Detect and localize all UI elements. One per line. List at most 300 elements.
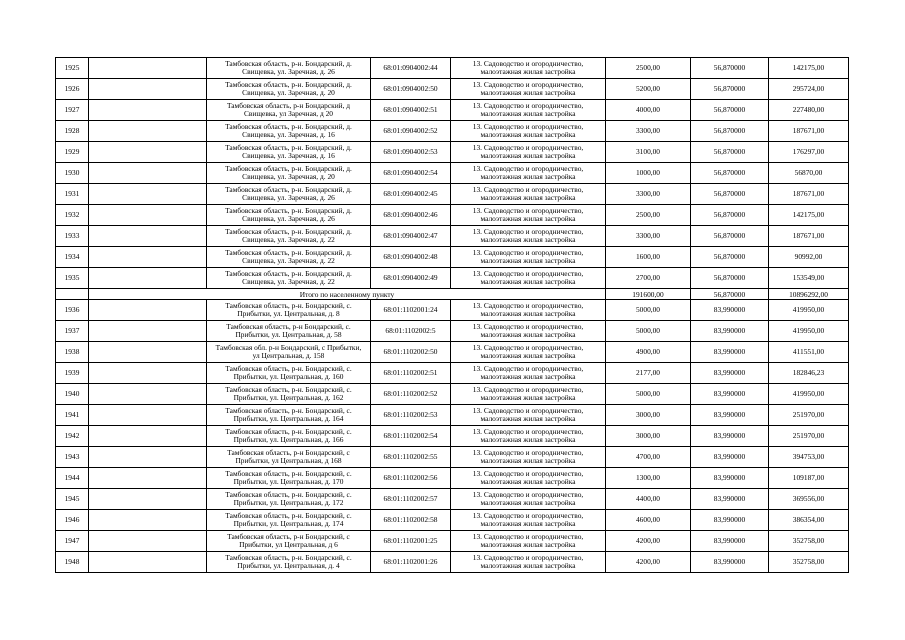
land-use-line: 13. Садоводство и огородничество, — [472, 58, 584, 68]
cadastral-number: 68:01:1102002:57 — [371, 489, 451, 510]
cadastral-value: 187671,00 — [769, 226, 849, 247]
address-cell — [207, 342, 371, 363]
table-row — [56, 79, 849, 100]
address-line: Свищевка, ул. Заречная, д. 22 — [242, 277, 335, 286]
land-use-cell — [451, 405, 606, 426]
empty-cell — [89, 405, 207, 426]
address-cell — [207, 384, 371, 405]
specific-rate: 56,870000 — [691, 58, 769, 79]
cadastral-value-table — [55, 57, 849, 573]
area-value: 5000,00 — [606, 384, 691, 405]
empty-cell — [89, 510, 207, 531]
empty-cell — [89, 447, 207, 468]
address-line: Свищевка, ул Заречная, д 20 — [243, 109, 333, 118]
row-number: 1943 — [56, 447, 89, 468]
area-value: 2500,00 — [606, 58, 691, 79]
summary-row — [56, 289, 849, 300]
table-row — [56, 531, 849, 552]
area-value: 5200,00 — [606, 79, 691, 100]
specific-rate: 83,990000 — [691, 447, 769, 468]
cadastral-value: 142175,00 — [769, 58, 849, 79]
land-use-line: 13. Садоводство и огородничество, — [472, 142, 584, 152]
specific-rate: 83,990000 — [691, 531, 769, 552]
land-use-line: 13. Садоводство и огородничество, — [472, 552, 584, 562]
address-line: Тамбовская область, р-н. Бондарский, д. — [225, 205, 352, 215]
area-value: 4000,00 — [606, 100, 691, 121]
address-line: Тамбовская область, р-н. Бондарский, с. — [225, 426, 352, 436]
cadastral-number: 68:01:0904002:54 — [371, 163, 451, 184]
land-use-line: малоэтажная жилая застройка — [480, 130, 576, 139]
area-value: 3300,00 — [606, 226, 691, 247]
land-use-line: 13. Садоводство и огородничество, — [472, 384, 584, 394]
specific-rate: 56,870000 — [691, 226, 769, 247]
land-use-line: 13. Садоводство и огородничество, — [472, 426, 584, 436]
cadastral-number: 68:01:0904002:52 — [371, 121, 451, 142]
specific-rate: 83,990000 — [691, 489, 769, 510]
table-row — [56, 142, 849, 163]
table-row — [56, 384, 849, 405]
row-number: 1937 — [56, 321, 89, 342]
address-line: Свищевка, ул. Заречная, д. 20 — [242, 172, 335, 181]
land-use-cell — [451, 79, 606, 100]
address-line: Прибытки, ул. Центральная, д. 166 — [233, 435, 344, 444]
address-cell — [207, 184, 371, 205]
cadastral-value: 187671,00 — [769, 184, 849, 205]
address-line: Прибытки, ул. Центральная, д. 58 — [235, 330, 342, 339]
land-use-line: малоэтажная жилая застройка — [480, 414, 576, 423]
summary-value: 10896292,00 — [769, 289, 849, 300]
area-value: 4600,00 — [606, 510, 691, 531]
row-number: 1926 — [56, 79, 89, 100]
address-cell — [207, 163, 371, 184]
address-line: Тамбовская область, р-н Бондарский, с — [227, 531, 350, 541]
row-number: 1927 — [56, 100, 89, 121]
address-line: Тамбовская область, р-н. Бондарский, с. — [225, 405, 352, 415]
land-use-cell — [451, 510, 606, 531]
summary-label: Итого по населенному пункту — [89, 289, 606, 300]
cadastral-number: 68:01:1102001:25 — [371, 531, 451, 552]
table-row — [56, 121, 849, 142]
land-use-cell — [451, 447, 606, 468]
land-use-cell — [451, 426, 606, 447]
address-line: Свищевка, ул. Заречная, д. 20 — [242, 88, 335, 97]
land-use-line: малоэтажная жилая застройка — [480, 67, 576, 76]
group-2-rows — [56, 300, 849, 573]
row-number: 1934 — [56, 247, 89, 268]
land-use-line: 13. Садоводство и огородничество, — [472, 79, 584, 89]
land-use-line: малоэтажная жилая застройка — [480, 456, 576, 465]
specific-rate: 83,990000 — [691, 321, 769, 342]
land-use-cell — [451, 468, 606, 489]
empty-cell — [89, 121, 207, 142]
row-number: 1944 — [56, 468, 89, 489]
cadastral-number: 68:01:1102002:5 — [371, 321, 451, 342]
area-value: 5000,00 — [606, 321, 691, 342]
empty-cell — [89, 342, 207, 363]
cadastral-value: 227480,00 — [769, 100, 849, 121]
area-value: 3100,00 — [606, 142, 691, 163]
cadastral-value: 386354,00 — [769, 510, 849, 531]
empty-cell — [89, 552, 207, 573]
address-line: Тамбовская область, р-н. Бондарский, с. — [225, 489, 352, 499]
address-line: Тамбовская область, р-н. Бондарский, д. — [225, 184, 352, 194]
land-use-line: 13. Садоводство и огородничество, — [472, 268, 584, 278]
land-use-line: 13. Садоводство и огородничество, — [472, 247, 584, 257]
row-number: 1947 — [56, 531, 89, 552]
empty-cell — [89, 184, 207, 205]
cadastral-value: 411551,00 — [769, 342, 849, 363]
specific-rate: 56,870000 — [691, 142, 769, 163]
cadastral-value: 419950,00 — [769, 321, 849, 342]
address-cell — [207, 226, 371, 247]
empty-cell — [89, 100, 207, 121]
land-use-line: 13. Садоводство и огородничество, — [472, 321, 584, 331]
land-use-line: 13. Садоводство и огородничество, — [472, 405, 584, 415]
cadastral-number: 68:01:0904002:49 — [371, 268, 451, 289]
group-1-rows — [56, 58, 849, 289]
summary-area: 191600,00 — [606, 289, 691, 300]
address-line: Прибытки, ул. Центральная, д. 170 — [233, 477, 344, 486]
empty-cell — [56, 289, 89, 300]
table-row — [56, 363, 849, 384]
address-line: Тамбовская область, р-н. Бондарский, д. — [225, 121, 352, 131]
address-cell — [207, 142, 371, 163]
specific-rate: 83,990000 — [691, 426, 769, 447]
address-line: Свищевка, ул. Заречная, д. 22 — [242, 235, 335, 244]
address-cell — [207, 531, 371, 552]
land-use-cell — [451, 247, 606, 268]
specific-rate: 56,870000 — [691, 100, 769, 121]
land-use-line: 13. Садоводство и огородничество, — [472, 489, 584, 499]
area-value: 1300,00 — [606, 468, 691, 489]
land-use-cell — [451, 121, 606, 142]
address-line: Свищевка, ул. Заречная, д. 26 — [242, 193, 335, 202]
land-use-cell — [451, 342, 606, 363]
land-use-line: 13. Садоводство и огородничество, — [472, 447, 584, 457]
address-cell — [207, 121, 371, 142]
land-use-line: малоэтажная жилая застройка — [480, 477, 576, 486]
land-use-cell — [451, 268, 606, 289]
land-use-line: 13. Садоводство и огородничество, — [472, 226, 584, 236]
address-line: Прибытки, ул. Центральная, д. 164 — [233, 414, 344, 423]
area-value: 2700,00 — [606, 268, 691, 289]
empty-cell — [89, 468, 207, 489]
row-number: 1932 — [56, 205, 89, 226]
cadastral-value: 394753,00 — [769, 447, 849, 468]
address-line: Свищевка, ул. Заречная, д. 22 — [242, 256, 335, 265]
land-use-line: 13. Садоводство и огородничество, — [472, 100, 584, 110]
cadastral-number: 68:01:0904002:50 — [371, 79, 451, 100]
area-value: 1600,00 — [606, 247, 691, 268]
address-line: Свищевка, ул. Заречная, д. 16 — [242, 151, 335, 160]
specific-rate: 83,990000 — [691, 363, 769, 384]
table-row — [56, 405, 849, 426]
specific-rate: 56,870000 — [691, 205, 769, 226]
specific-rate: 83,990000 — [691, 510, 769, 531]
specific-rate: 83,990000 — [691, 405, 769, 426]
land-use-line: малоэтажная жилая застройка — [480, 256, 576, 265]
specific-rate: 56,870000 — [691, 268, 769, 289]
cadastral-number: 68:01:1102001:26 — [371, 552, 451, 573]
table-row — [56, 247, 849, 268]
empty-cell — [89, 205, 207, 226]
cadastral-number: 68:01:1102002:55 — [371, 447, 451, 468]
cadastral-number: 68:01:1102002:51 — [371, 363, 451, 384]
row-number: 1929 — [56, 142, 89, 163]
cadastral-value: 90992,00 — [769, 247, 849, 268]
address-line: Тамбовская область, р-н Бондарский, д — [226, 100, 351, 110]
cadastral-value: 142175,00 — [769, 205, 849, 226]
cadastral-value: 419950,00 — [769, 300, 849, 321]
cadastral-number: 68:01:1102002:58 — [371, 510, 451, 531]
land-use-line: малоэтажная жилая застройка — [480, 88, 576, 97]
cadastral-number: 68:01:1102002:54 — [371, 426, 451, 447]
land-use-cell — [451, 321, 606, 342]
cadastral-number: 68:01:1102002:50 — [371, 342, 451, 363]
land-use-line: малоэтажная жилая застройка — [480, 351, 576, 360]
address-line: Тамбовская область, р-н. Бондарский, с. — [225, 468, 352, 478]
empty-cell — [89, 489, 207, 510]
summary-rate: 56,870000 — [691, 289, 769, 300]
address-line: Тамбовская область, р-н. Бондарский, д. — [225, 247, 352, 257]
empty-cell — [89, 300, 207, 321]
cadastral-value: 187671,00 — [769, 121, 849, 142]
specific-rate: 56,870000 — [691, 79, 769, 100]
address-line: Тамбовская область, р-н. Бондарский, д. — [225, 226, 352, 236]
address-line: Тамбовская обл. р-н Бондарский, с Прибытки, — [215, 342, 362, 352]
specific-rate: 83,990000 — [691, 342, 769, 363]
address-line: Тамбовская область, р-н. Бондарский, д. — [225, 58, 352, 68]
empty-cell — [89, 79, 207, 100]
table-row — [56, 342, 849, 363]
land-use-cell — [451, 531, 606, 552]
cadastral-number: 68:01:1102001:24 — [371, 300, 451, 321]
table-row — [56, 205, 849, 226]
specific-rate: 83,990000 — [691, 384, 769, 405]
address-cell — [207, 321, 371, 342]
land-use-line: 13. Садоводство и огородничество, — [472, 363, 584, 373]
table-row — [56, 447, 849, 468]
land-use-line: малоэтажная жилая застройка — [480, 372, 576, 381]
address-line: Тамбовская область, р-н. Бондарский, д. — [225, 79, 352, 89]
cadastral-value: 153549,00 — [769, 268, 849, 289]
cadastral-number: 68:01:0904002:51 — [371, 100, 451, 121]
address-cell — [207, 205, 371, 226]
cadastral-value: 251970,00 — [769, 405, 849, 426]
land-use-line: 13. Садоводство и огородничество, — [472, 205, 584, 215]
address-line: Прибытки, ул. Центральная, д. 4 — [237, 561, 340, 570]
land-use-line: малоэтажная жилая застройка — [480, 435, 576, 444]
row-number: 1945 — [56, 489, 89, 510]
table-row — [56, 426, 849, 447]
area-value: 2500,00 — [606, 205, 691, 226]
address-line: Прибытки, ул Центральная, д 168 — [235, 456, 342, 465]
land-use-cell — [451, 300, 606, 321]
empty-cell — [89, 268, 207, 289]
row-number: 1930 — [56, 163, 89, 184]
row-number: 1948 — [56, 552, 89, 573]
cadastral-value: 419950,00 — [769, 384, 849, 405]
empty-cell — [89, 531, 207, 552]
specific-rate: 56,870000 — [691, 184, 769, 205]
address-line: Прибытки, ул. Центральная, д. 162 — [233, 393, 344, 402]
row-number: 1938 — [56, 342, 89, 363]
land-use-cell — [451, 100, 606, 121]
row-number: 1931 — [56, 184, 89, 205]
area-value: 4900,00 — [606, 342, 691, 363]
address-line: Свищевка, ул. Заречная, д. 26 — [242, 67, 335, 76]
specific-rate: 83,990000 — [691, 300, 769, 321]
table-row — [56, 300, 849, 321]
empty-cell — [89, 363, 207, 384]
address-cell — [207, 79, 371, 100]
address-line: Свищевка, ул. Заречная, д. 16 — [242, 130, 335, 139]
address-cell — [207, 300, 371, 321]
address-cell — [207, 426, 371, 447]
address-cell — [207, 552, 371, 573]
land-use-line: малоэтажная жилая застройка — [480, 540, 576, 549]
area-value: 4400,00 — [606, 489, 691, 510]
cadastral-value: 251970,00 — [769, 426, 849, 447]
row-number: 1940 — [56, 384, 89, 405]
specific-rate: 83,990000 — [691, 468, 769, 489]
specific-rate: 56,870000 — [691, 121, 769, 142]
area-value: 5000,00 — [606, 300, 691, 321]
cadastral-value: 109187,00 — [769, 468, 849, 489]
land-use-line: малоэтажная жилая застройка — [480, 519, 576, 528]
land-use-line: малоэтажная жилая застройка — [480, 330, 576, 339]
address-cell — [207, 510, 371, 531]
land-use-line: 13. Садоводство и огородничество, — [472, 121, 584, 131]
row-number: 1933 — [56, 226, 89, 247]
address-line: Тамбовская область, р-н. Бондарский, с. — [225, 510, 352, 520]
table-row — [56, 163, 849, 184]
address-cell — [207, 468, 371, 489]
area-value: 4700,00 — [606, 447, 691, 468]
specific-rate: 56,870000 — [691, 247, 769, 268]
address-line: Прибытки, ул Центральная, д 6 — [239, 540, 338, 549]
land-use-line: 13. Садоводство и огородничество, — [472, 510, 584, 520]
area-value: 4200,00 — [606, 531, 691, 552]
land-use-cell — [451, 205, 606, 226]
address-line: Прибытки, ул. Центральная, д. 172 — [233, 498, 344, 507]
cadastral-value: 352758,00 — [769, 531, 849, 552]
row-number: 1946 — [56, 510, 89, 531]
cadastral-number: 68:01:0904002:44 — [371, 58, 451, 79]
land-use-line: малоэтажная жилая застройка — [480, 561, 576, 570]
land-use-cell — [451, 184, 606, 205]
address-line: Тамбовская область, р-н. Бондарский, с. — [225, 552, 352, 562]
land-use-line: малоэтажная жилая застройка — [480, 393, 576, 402]
area-value: 1000,00 — [606, 163, 691, 184]
specific-rate: 83,990000 — [691, 552, 769, 573]
empty-cell — [89, 321, 207, 342]
area-value: 2177,00 — [606, 363, 691, 384]
cadastral-number: 68:01:0904002:45 — [371, 184, 451, 205]
row-number: 1941 — [56, 405, 89, 426]
address-cell — [207, 100, 371, 121]
table-row — [56, 468, 849, 489]
cadastral-number: 68:01:0904002:48 — [371, 247, 451, 268]
address-cell — [207, 268, 371, 289]
specific-rate: 56,870000 — [691, 163, 769, 184]
table-row — [56, 552, 849, 573]
address-cell — [207, 405, 371, 426]
address-line: Свищевка, ул. Заречная, д. 26 — [242, 214, 335, 223]
row-number: 1939 — [56, 363, 89, 384]
land-use-line: малоэтажная жилая застройка — [480, 214, 576, 223]
empty-cell — [89, 247, 207, 268]
cadastral-value: 352758,00 — [769, 552, 849, 573]
table-row — [56, 489, 849, 510]
address-line: Тамбовская область, р-н. Бондарский, с. — [225, 300, 352, 310]
address-cell — [207, 363, 371, 384]
cadastral-number: 68:01:0904002:46 — [371, 205, 451, 226]
land-use-cell — [451, 58, 606, 79]
table-row — [56, 510, 849, 531]
land-use-line: малоэтажная жилая застройка — [480, 193, 576, 202]
area-value: 3300,00 — [606, 184, 691, 205]
cadastral-number: 68:01:1102002:53 — [371, 405, 451, 426]
address-line: Тамбовская область, р-н. Бондарский, д. — [225, 142, 352, 152]
land-use-line: 13. Садоводство и огородничество, — [472, 342, 584, 352]
summary-section — [56, 289, 849, 300]
table-row — [56, 58, 849, 79]
cadastral-number: 68:01:0904002:53 — [371, 142, 451, 163]
land-use-cell — [451, 142, 606, 163]
empty-cell — [89, 58, 207, 79]
table-row — [56, 226, 849, 247]
land-use-cell — [451, 363, 606, 384]
land-use-line: малоэтажная жилая застройка — [480, 498, 576, 507]
row-number: 1936 — [56, 300, 89, 321]
address-cell — [207, 447, 371, 468]
land-use-line: 13. Садоводство и огородничество, — [472, 184, 584, 194]
empty-cell — [89, 426, 207, 447]
area-value: 3000,00 — [606, 405, 691, 426]
address-line: Прибытки, ул. Центральная, д. 8 — [237, 309, 340, 318]
address-line: Тамбовская область, р-н. Бондарский, с. — [225, 363, 352, 373]
cadastral-value: 295724,00 — [769, 79, 849, 100]
cadastral-number: 68:01:1102002:56 — [371, 468, 451, 489]
empty-cell — [89, 163, 207, 184]
address-cell — [207, 489, 371, 510]
address-line: Тамбовская область, р-н. Бондарский, д. — [225, 163, 352, 173]
row-number: 1928 — [56, 121, 89, 142]
land-use-line: 13. Садоводство и огородничество, — [472, 300, 584, 310]
table-row — [56, 268, 849, 289]
land-use-line: 13. Садоводство и огородничество, — [472, 531, 584, 541]
land-use-line: малоэтажная жилая застройка — [480, 172, 576, 181]
address-line: Прибытки, ул. Центральная, д. 174 — [233, 519, 344, 528]
land-use-line: малоэтажная жилая застройка — [480, 235, 576, 244]
address-line: Тамбовская область, р-н. Бондарский, с. — [225, 384, 352, 394]
cadastral-value: 182846,23 — [769, 363, 849, 384]
table-row — [56, 184, 849, 205]
land-use-line: малоэтажная жилая застройка — [480, 309, 576, 318]
address-line: Тамбовская область, р-н Бондарский, с — [227, 447, 350, 457]
land-use-cell — [451, 552, 606, 573]
land-use-line: малоэтажная жилая застройка — [480, 277, 576, 286]
address-line: ул Центральная, д. 158 — [252, 351, 325, 360]
empty-cell — [89, 226, 207, 247]
empty-cell — [89, 384, 207, 405]
empty-cell — [89, 142, 207, 163]
row-number: 1942 — [56, 426, 89, 447]
address-line: Тамбовская область, р-н Бондарский, с. — [226, 321, 351, 331]
cadastral-value: 369556,00 — [769, 489, 849, 510]
address-line: Прибытки, ул. Центральная, д. 160 — [233, 372, 344, 381]
